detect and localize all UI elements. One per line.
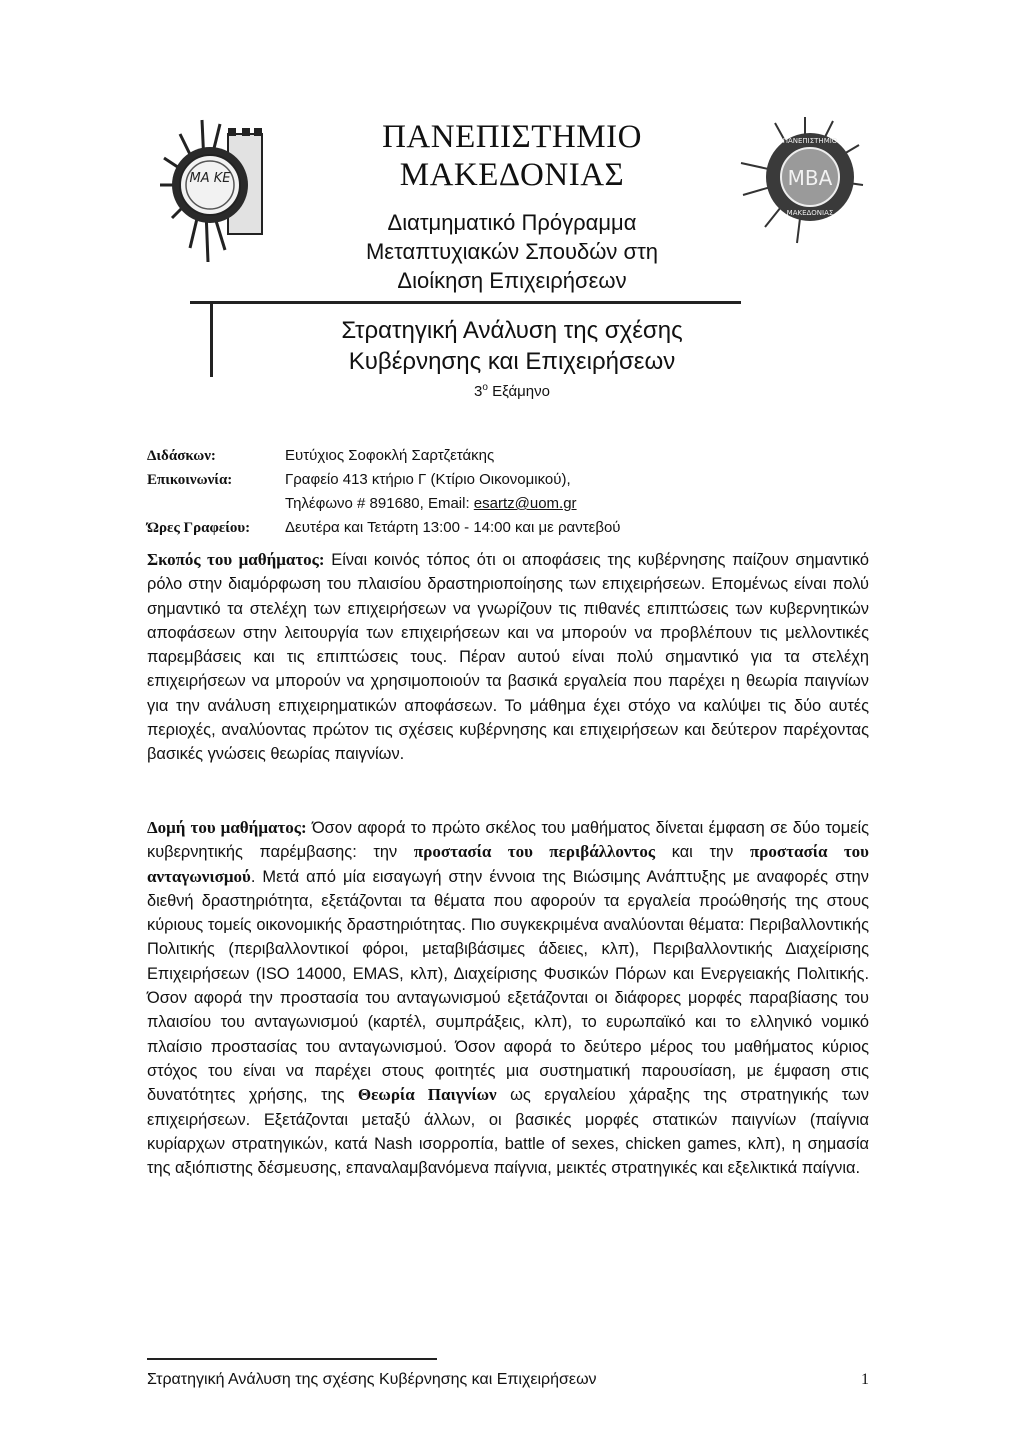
semester-word: Εξάμηνο xyxy=(492,383,550,400)
program-line-1: Διατμηματικό Πρόγραμμα xyxy=(387,210,637,235)
course-info xyxy=(147,444,621,540)
course-title xyxy=(300,315,724,377)
structure-text-1: Όσον αφορά το πρώτο σκέλος του μαθήματος δίνεται έμφαση σε δύο τομείς κυβερνητικής παρέμβασης: την xyxy=(147,819,870,862)
structure-text-2: και την xyxy=(655,843,750,862)
mba-logo-text: MBA xyxy=(787,166,833,190)
instructor-label: Διδάσκων: xyxy=(147,448,216,464)
office-hours-label: Ώρες Γραφείου: xyxy=(147,520,251,536)
program-line-2: Μεταπτυχιακών Σπουδών στη xyxy=(365,239,659,264)
footer-title: Στρατηγική Ανάλυση της σχέσης Κυβέρνησης και Επιχειρήσεων xyxy=(147,1371,597,1388)
purpose-text: Είναι κοινός τόπος ότι οι αποφάσεις της κυβέρνησης παίζουν σημαντικό ρόλο στην διαμόρφωση του πλαισίου δραστηριοποίησης των επιχειρήσεων. Επομένως είναι πολύ σημαντικό τα στελέχη των επιχειρήσεων να γνωρίζουν τις πιθανές επιπτώσεις των κυβερνητικών αποφάσεων στην λειτουργία των επιχειρήσεων και να μπορούν να προβλέπουν τις μελλοντικές παρεμβάσεις και τις επιπτώσεις τους. Πέραν αυτού είναι πολύ σημαντικό για τα στελέχη επιχειρήσεων να μπορούν να χρησιμοποιούν τα βασικά εργαλεία που παρέχει η θεωρία παιγνίων για την ανάλυση επιχειρηματικών αποφάσεων. Το μάθημα έχει στόχο να καλύψει τις δύο αυτές περιοχές, αναλύοντας πρώτον τις σχέσεις κυβέρνησης και επιχειρήσεων και δεύτερον παρέχοντας βασικές γνώσεις θεωρίας παιγνίων. xyxy=(147,551,870,764)
university-name xyxy=(300,118,724,194)
course-title-line-1: Στρατηγική Ανάλυση της σχέσης xyxy=(341,317,683,344)
header-vertical-divider xyxy=(210,301,213,377)
purpose-paragraph xyxy=(147,548,869,767)
contact-email-link[interactable]: esartz@uom.gr xyxy=(473,495,577,512)
university-line-1: ΠΑΝΕΠΙΣΤΗΜΙΟ xyxy=(382,119,642,155)
university-seal-icon xyxy=(150,110,280,270)
structure-text-3: . Μετά από μία εισαγωγή στην έννοια της Βιώσιμης Ανάπτυξης με αναφορές στην διεθνή δραστηριότητα, εξετάζονται τα θέματα που αφορούν τα εργαλεία προώθησής της στους κύριους τομείς οικονομικής δραστηριότητας. Πιο συγκεκριμένα αναλύονται θέματα: Περιβαλλοντικής Πολιτικής (περιβαλλοντικοί φόροι, μεταβιβάσιμες άδειες, κλπ), Περιβαλλοντικής Διαχείρισης Επιχειρήσεων (ISO 14000, EMAS, κλπ), Διαχείρισης Φυσικών Πόρων και Ενεργειακής Πολιτικής. Όσον αφορά την προστασία του ανταγωνισμού εξετάζονται οι διάφορες μορφές παραβίασης του πλαισίου του ανταγωνισμού (καρτέλ, συμπράξεις, κλπ), το ευρωπαϊκό και το ελληνικό νομικό πλαίσιο προστασίας του ανταγωνισμού. Όσον αφορά το δεύτερο μέρος του μαθήματος κύριος στόχος του είναι να παρέχει στους φοιτητές μια συστηματική παρουσίαση, με έμφαση στις δυνατότητες χρήσης, της xyxy=(147,867,869,1105)
mba-logo-ring-top: ΠΑΝΕΠΙΣΤΗΜΙΟ xyxy=(782,137,838,145)
footer-divider xyxy=(147,1358,437,1360)
structure-heading: Δομή του μαθήματος: xyxy=(147,818,307,837)
structure-paragraph xyxy=(147,816,869,1180)
office-hours-value: Δευτέρα και Τετάρτη 13:00 - 14:00 και με ραντεβού xyxy=(285,519,621,536)
structure-bold-environment: προστασία του περιβάλλοντος xyxy=(413,842,656,862)
semester-ordinal: ο xyxy=(482,382,488,393)
program-name xyxy=(300,208,724,295)
university-line-2: ΜΑΚΕΔΟΝΙΑΣ xyxy=(399,157,625,193)
program-line-3: Διοίκηση Επιχειρήσεων xyxy=(397,268,627,293)
course-title-line-2: Κυβέρνησης και Επιχειρήσεων xyxy=(348,348,676,375)
mba-sun-logo-icon xyxy=(735,115,870,245)
contact-label: Επικοινωνία: xyxy=(147,472,233,488)
contact-value-1: Γραφείο 413 κτήριο Γ (Κτίριο Οικονομικού), xyxy=(285,471,571,488)
structure-bold-competition: προστασία του ανταγωνισμού xyxy=(147,842,869,886)
semester-number: 3 xyxy=(474,383,483,400)
page-number: 1 xyxy=(861,1371,869,1388)
instructor-value: Ευτύχιος Σοφοκλή Σαρτζετάκης xyxy=(285,447,495,464)
semester-label xyxy=(300,382,724,400)
page-footer xyxy=(147,1371,869,1389)
structure-text-4: ως εργαλείου χάραξης της στρατηγικής των επιχειρήσεων. Εξετάζονται μεταξύ άλλων, οι βασικές μορφές στατικών παιγνίων (παίγνια κυρίαρχων στρατηγικών, κατά Nash ισορροπία, battle of sexes, chicken games, κλπ), η σημασία της αξιόπιστης δέσμευσης, επαναλαμβανόμενα παίγνια, μεικτές στρατηγικές και εξελικτικά παίγνια. xyxy=(147,1086,869,1178)
seal-text-top: ΜΑ ΚΕ xyxy=(189,171,231,186)
mba-logo-ring-bottom: ΜΑΚΕΔΟΝΙΑΣ xyxy=(786,209,834,217)
header-divider xyxy=(190,301,741,304)
structure-bold-game-theory: Θεωρία Παιγνίων xyxy=(357,1085,497,1105)
contact-value-2: Τηλέφωνο # 891680, Email: xyxy=(285,495,474,512)
purpose-heading: Σκοπός του μαθήματος: xyxy=(147,550,325,569)
